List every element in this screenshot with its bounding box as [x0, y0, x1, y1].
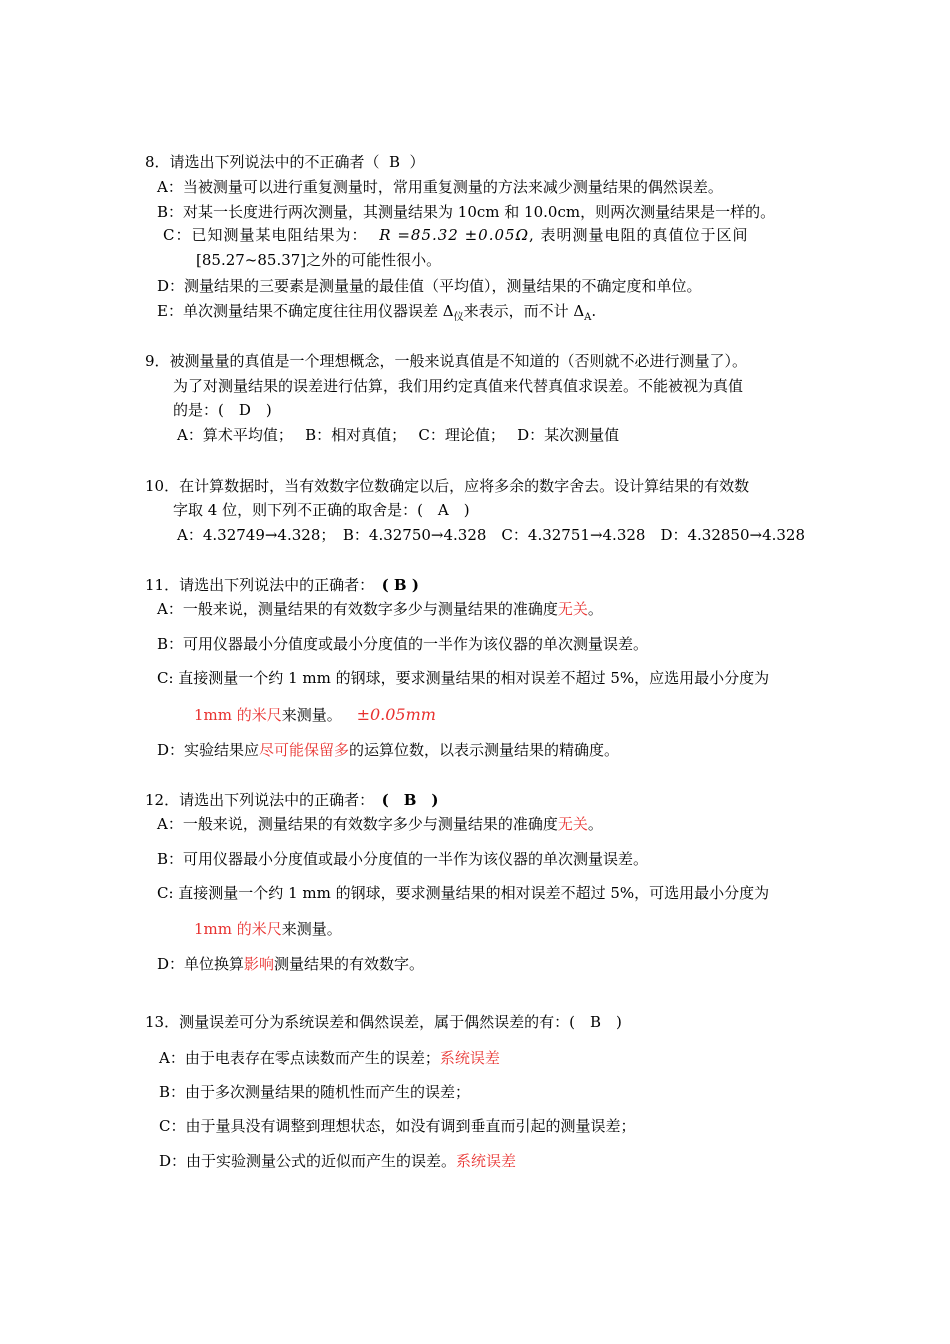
q12-option-d: D：单位换算影响测量结果的有效数字。 — [157, 955, 425, 973]
q10-line-2: 字取 4 位，则下列不正确的取舍是：( A ) — [173, 501, 470, 519]
q8-stem: 8．请选出下列说法中的不正确者（ B ） — [145, 153, 425, 171]
q12-option-b: B：可用仪器最小分度值或最小分度值的一半作为该仪器的单次测量误差。 — [157, 850, 649, 868]
q11-annotation: ±0.05mm — [356, 705, 436, 724]
q11-answer: ( B ) — [381, 576, 419, 594]
q9-line-3: 的是：( D ) — [173, 401, 272, 419]
q12-option-a: A：一般来说，测量结果的有效数字多少与测量结果的准确度无关。 — [157, 815, 603, 833]
q8-option-d: D：测量结果的三要素是测量量的最佳值（平均值），测量结果的不确定度和单位。 — [157, 277, 702, 295]
q10-line-1: 10．在计算数据时，当有效数字位数确定以后，应将多余的数字舍去。设计算结果的有效数 — [145, 477, 750, 495]
q12-stem: 12．请选出下列说法中的正确者： ( B ) — [145, 791, 439, 809]
q11-option-b: B：可用仪器最小分值度或最小分度值的一半作为该仪器的单次测量误差。 — [157, 635, 649, 653]
q10-options: A：4.32749→4.328； B：4.32750→4.328 C：4.32751→4.328 D：4.32850→4.328 — [177, 526, 806, 544]
q13-stem: 13．测量误差可分为系统误差和偶然误差，属于偶然误差的有：( B ) — [145, 1013, 622, 1031]
q13-option-d: D：由于实验测量公式的近似而产生的误差。系统误差 — [159, 1152, 517, 1170]
q8-option-c-cont: [85.27~85.37]之外的可能性很小。 — [196, 251, 442, 269]
q8-option-b: B：对某一长度进行两次测量，其测量结果为 10cm 和 10.0cm，则两次测量结果是一样的。 — [157, 203, 776, 221]
q11-option-d: D：实验结果应尽可能保留多的运算位数，以表示测量结果的精确度。 — [157, 741, 620, 759]
q8-option-a: A：当被测量可以进行重复测量时，常用重复测量的方法来减少测量结果的偶然误差。 — [157, 178, 723, 196]
q13-option-b: B：由于多次测量结果的随机性而产生的误差； — [159, 1083, 471, 1101]
q13-option-a: A：由于电表存在零点读数而产生的误差；系统误差 — [159, 1049, 500, 1067]
q11-option-a: A：一般来说，测量结果的有效数字多少与测量结果的准确度无关。 — [157, 600, 603, 618]
q13-option-c: C：由于量具没有调整到理想状态，如没有调到垂直而引起的测量误差； — [159, 1117, 636, 1135]
q8-option-c: C：已知测量某电阻结果为： R =85.32 ±0.05Ω, 表明测量电阻的真值位于区间 — [163, 226, 749, 244]
q8-answer: B — [389, 153, 401, 171]
resistance-formula: R =85.32 ±0.05Ω — [379, 226, 530, 244]
q11-option-c: C: 直接测量一个约 1 mm 的钢球，要求测量结果的相对误差不超过 5%，应选用最小分度为 — [157, 669, 770, 687]
q9-line-2: 为了对测量结果的误差进行估算，我们用约定真值来代替真值求误差。不能被视为真值 — [173, 377, 744, 395]
q11-stem: 11．请选出下列说法中的正确者： ( B ) — [145, 576, 419, 594]
q11-option-c-cont: 1mm 的米尺来测量。 ±0.05mm — [194, 705, 436, 724]
q12-answer: ( B ) — [381, 791, 439, 809]
q9-line-1: 9．被测量量的真值是一个理想概念，一般来说真值是不知道的（否则就不必进行测量了）。 — [145, 352, 748, 370]
q9-options: A：算术平均值； B：相对真值； C：理论值； D：某次测量值 — [177, 426, 620, 444]
q12-option-c-cont: 1mm 的米尺来测量。 — [194, 920, 342, 938]
q8-option-e: E：单次测量结果不确定度往往用仪器误差 $\Delta_仪$来表示，而不计 $\Delta_A$. — [157, 302, 597, 323]
q12-option-c: C: 直接测量一个约 1 mm 的钢球，要求测量结果的相对误差不超过 5%，可选用最小分度为 — [157, 884, 770, 902]
